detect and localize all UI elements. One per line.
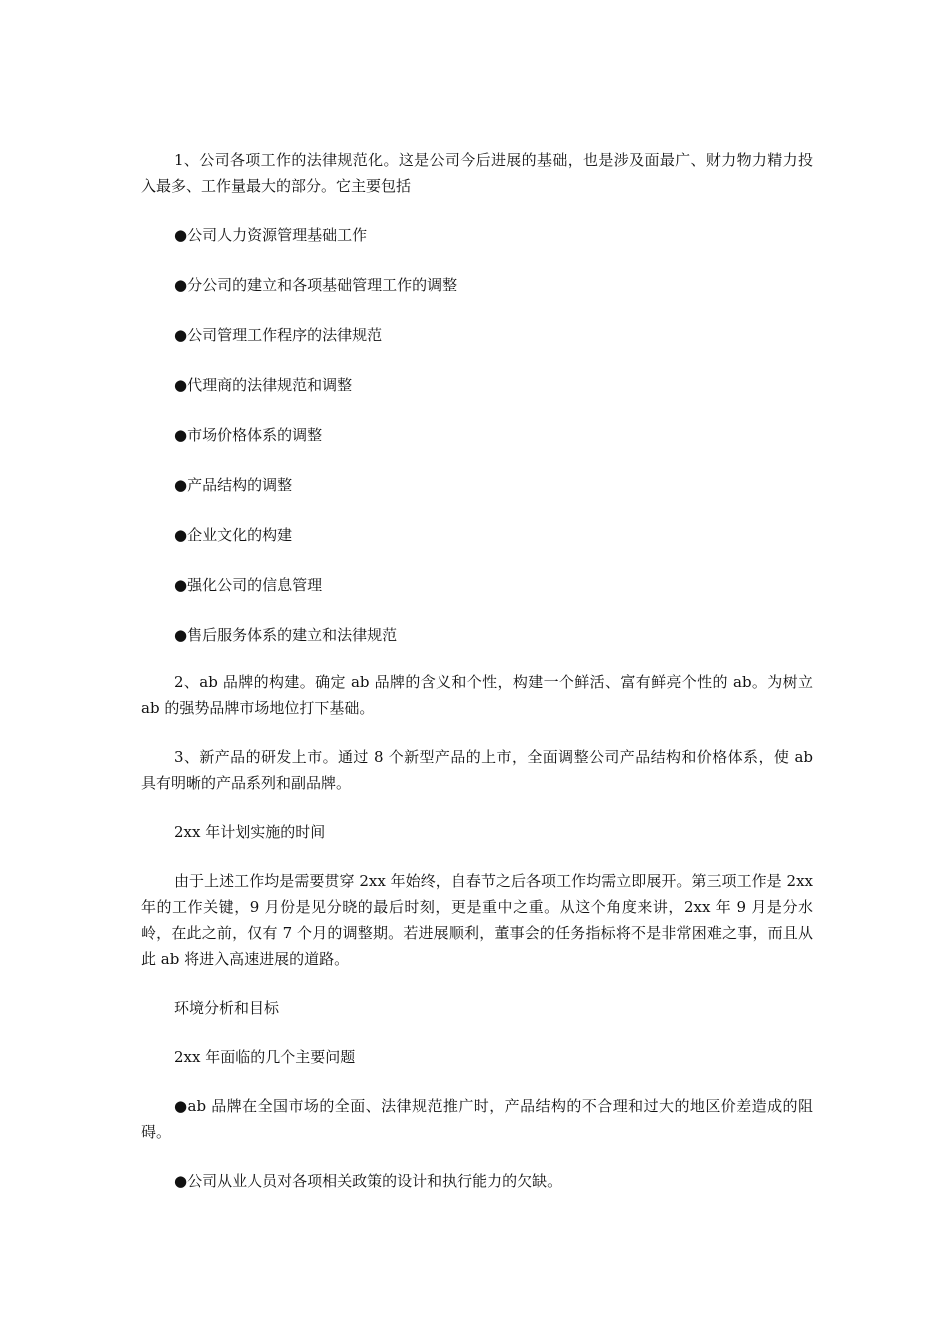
list-item: ●代理商的法律规范和调整 xyxy=(174,376,353,394)
list-item: ●企业文化的构建 xyxy=(174,526,293,544)
bullet-dot-icon: ● xyxy=(174,626,188,644)
bullet-dot-icon: ● xyxy=(174,376,188,394)
list-item: ●分公司的建立和各项基础管理工作的调整 xyxy=(174,276,458,294)
list-item: ●公司人力资源管理基础工作 xyxy=(174,226,368,244)
list-item: ●市场价格体系的调整 xyxy=(174,426,323,444)
bullet-dot-icon: ● xyxy=(174,326,188,344)
paragraph-schedule-detail: 由于上述工作均是需要贯穿 2xx 年始终，自春节之后各项工作均需立即展开。第三项工作是 2xx 年的工作关键，9 月份是见分晓的最后时刻，更是重中之重。从这个角度来讲，2xx 年 9 月是分水岭，在此之前，仅有 7 个月的调整期。若进展顺利，董事会的任务指标将不是非常困难之事，而且从此 ab 将进入高速进展的道路。 xyxy=(141,872,813,968)
bullet-dot-icon: ● xyxy=(174,426,188,444)
section-heading-problems: 2xx 年面临的几个主要问题 xyxy=(174,1048,356,1066)
section-heading-schedule: 2xx 年计划实施的时间 xyxy=(174,823,326,841)
bullet-list-problems xyxy=(141,1093,813,1194)
bullet-dot-icon: ● xyxy=(174,276,188,294)
bullet-dot-icon: ● xyxy=(174,1097,188,1115)
list-item: ●强化公司的信息管理 xyxy=(174,576,323,594)
bullet-dot-icon: ● xyxy=(174,1172,188,1190)
section-heading-environment: 环境分析和目标 xyxy=(174,999,280,1017)
list-item: ●ab 品牌在全国市场的全面、法律规范推广时，产品结构的不合理和过大的地区价差造成的阻碍。 xyxy=(141,1097,813,1141)
bullet-dot-icon: ● xyxy=(174,476,188,494)
list-item: ●公司管理工作程序的法律规范 xyxy=(174,326,383,344)
document-page xyxy=(141,147,813,1217)
list-item: ●售后服务体系的建立和法律规范 xyxy=(174,626,398,644)
list-item: ●产品结构的调整 xyxy=(174,476,293,494)
paragraph-brand-building: 2、ab 品牌的构建。确定 ab 品牌的含义和个性，构建一个鲜活、富有鲜亮个性的 ab。为树立 ab 的强势品牌市场地位打下基础。 xyxy=(141,673,813,717)
bullet-dot-icon: ● xyxy=(174,576,188,594)
bullet-dot-icon: ● xyxy=(174,526,188,544)
bullet-dot-icon: ● xyxy=(174,226,188,244)
bullet-list-legal-items xyxy=(141,222,813,648)
paragraph-new-products: 3、新产品的研发上市。通过 8 个新型产品的上市，全面调整公司产品结构和价格体系，使 ab 具有明晰的产品系列和副品牌。 xyxy=(141,748,813,792)
list-item: ●公司从业人员对各项相关政策的设计和执行能力的欠缺。 xyxy=(174,1172,563,1190)
paragraph-legal-standardization: 1、公司各项工作的法律规范化。这是公司今后进展的基础，也是涉及面最广、财力物力精力投入最多、工作量最大的部分。它主要包括 xyxy=(141,151,813,195)
